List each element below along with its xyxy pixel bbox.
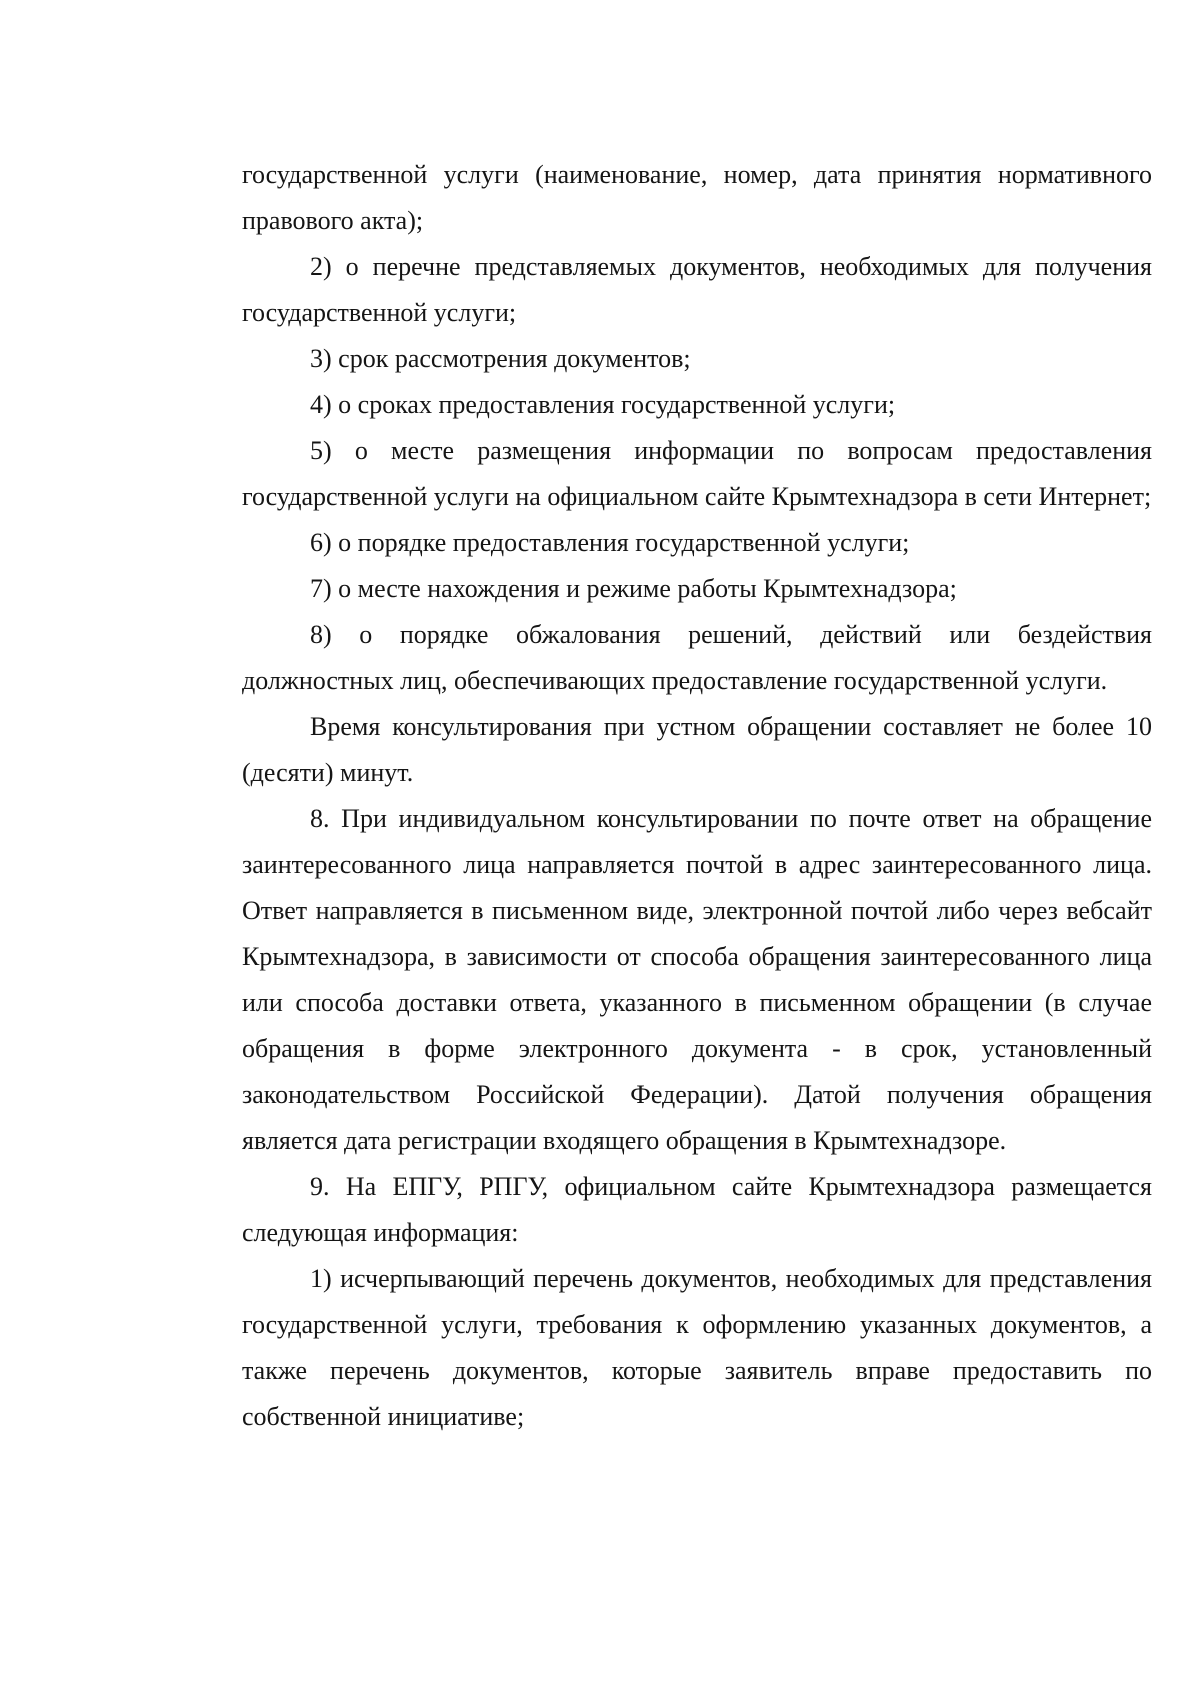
list-item-3: 3) срок рассмотрения документов; [310, 344, 691, 373]
section-9-list-item-1: 1) исчерпывающий перечень документов, необходимых для представления государственной услуги, требования к оформлению указанных документов, а также перечень документов, которые заявитель вправе предоставить по собственной инициативе; [242, 1264, 1152, 1431]
list-item-4: 4) о сроках предоставления государственной услуги; [310, 390, 896, 419]
list-item-7: 7) о месте нахождения и режиме работы Крымтехнадзора; [310, 574, 957, 603]
list-item-2: 2) о перечне представляемых документов, необходимых для получения государственной услуги; [242, 252, 1152, 327]
section-8-paragraph: 8. При индивидуальном консультировании по почте ответ на обращение заинтересованного лица направляется почтой в адрес заинтересованного лица. Ответ направляется в письменном виде, электронной почтой либо через вебсайт Крымтехнадзора, в зависимости от способа обращения заинтересованного лица или способа доставки ответа, указанного в письменном обращении (в случае обращения в форме электронного документа - в срок, установленный законодательством Российской Федерации). Датой получения обращения является дата регистрации входящего обращения в Крымтехнадзоре. [242, 804, 1152, 1155]
list-item-8: 8) о порядке обжалования решений, действий или бездействия должностных лиц, обеспечивающих предоставление государственной услуги. [242, 620, 1152, 695]
list-item-5: 5) о месте размещения информации по вопросам предоставления государственной услуги на официальном сайте Крымтехнадзора в сети Интернет; [242, 436, 1152, 511]
consultation-time-paragraph: Время консультирования при устном обращении составляет не более 10 (десяти) минут. [242, 712, 1152, 787]
list-item-6: 6) о порядке предоставления государственной услуги; [310, 528, 910, 557]
section-9-paragraph: 9. На ЕПГУ, РПГУ, официальном сайте Крымтехнадзора размещается следующая информация: [242, 1172, 1152, 1247]
paragraph-continuation: государственной услуги (наименование, номер, дата принятия нормативного правового акта); [242, 160, 1152, 235]
document-body [242, 152, 1152, 1440]
